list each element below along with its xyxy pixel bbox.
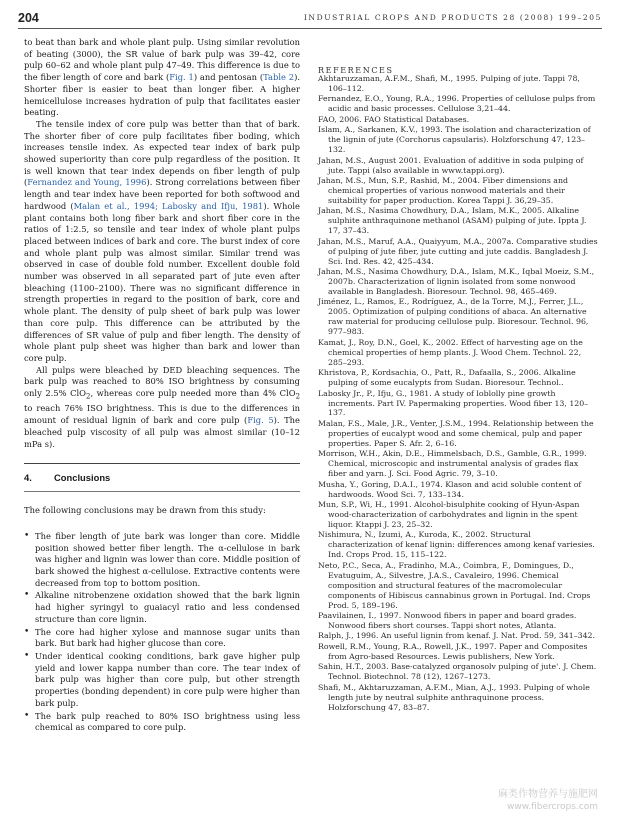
reference-item: Kamat, J., Roy, D.N., Goel, K., 2002. Effect of harvesting age on the chemical properties of hemp plants. J. Wood Chem. Technol. 22, 285–293. [318, 337, 583, 367]
body-paragraph: The tensile index of core pulp was better than that of bark. The shorter fiber of core pulp facilitates fiber boding, which increases tensile index. As expected tear index of bark pulp showed superiority than core pulp regardless of the position. It is well known that tear index depends on fiber length of pulp (Fernandez and Young, 1996). Strong correlations between fiber length and tear index have been reported for both softwood and hardwood (Malan et al., 1994; Labosky and Ifju, 1981). Whole plant contains both long fiber bark and short fiber core in the ratios of 1:2.5, so tensile and tear index of whole plant pulps placed between indices of bark and core. The burst index of core and whole plant pulp was almost similar. Similar trend was observed in case of double fold number. Excellent double fold number was observed in all separated part of jute even after bleaching (1100–2100). There was no significant difference in strength properties in regard to the position of bark, core and whole plant. The density of pulp sheet of bark pulp was lower than core pulp. This difference can be attributed by the differences of SR value of pulp and fiber length. The density of whole plant pulp sheet was higher than bark and lower than core pulp. [24, 118, 300, 363]
reference-item: Morrison, W.H., Akin, D.E., Himmelsbach, D.S., Gamble, G.R., 1999. Chemical, microscopic and instrumental analysis of grades flax fiber and yarn. J. Sci. Food Agric. 79, 3–10. [318, 449, 587, 479]
citation-link[interactable]: Fernandez and Young, 1996 [27, 177, 147, 188]
conclusion-item: • The bark pulp reached to 80% ISO brightness using less chemical as compared to core pulp. [24, 711, 300, 734]
section-heading: 4. Conclusions [24, 472, 111, 484]
reference-item: Nishimura, N., Izumi, A., Kuroda, K., 2002. Structural characterization of kenaf lignin: differences among kenaf variesies. Ind. Crops Prod. 15, 115–122. [318, 530, 595, 560]
reference-item: Ralph, J., 1996. An useful lignin from kenaf. J. Nat. Prod. 59, 341–342. [318, 631, 595, 641]
section-divider [24, 491, 300, 492]
reference-item: Akhtaruzzaman, A.F.M., Shafi, M., 1995. Pulping of jute. Tappi 78, 106–112. [318, 74, 580, 93]
reference-item: Malan, F.S., Male, J.R., Venter, J.S.M., 1994. Relationship between the properties of eucalypt wood and some chemical, pulp and paper properties. Paper S. Afr. 2, 6–16. [318, 418, 594, 448]
reference-item: Mun, S.P., Wi, H., 1991. Alcohol-bisulphite cooking of Hyun-Aspan wood-characterization of carbohydrates and lignin in the spent liquor. Ktappi J. 23, 25–32. [318, 500, 580, 529]
body-paragraph: All pulps were bleached by DED bleaching sequences. The bark pulp was reached to 80% ISO brightness by consuming only 2.5% ClO$_2$, whereas core pulp needed more than 4% ClO$_2$ to reach 76% ISO brightness. This is due to the differences in amount of residual lignin of bark and core pulp (Fig. 5). The bleached pulp viscosity of all pulp was almost similar (10–12 mPa s). [24, 364, 300, 449]
reference-item: Neto, P.C., Seca, A., Fradinho, M.A., Coimbra, F., Domingues, D., Evatuguim, A., Silvestre, J.A.S., Cavaleiro, 1996. Chemical composition and structural features of the macromolecular components of Hibiscus cannabinus grown in Portugal. Ind. Crops Prod. 5, 189–196. [318, 560, 591, 610]
reference-item: Jiménez, L., Ramos, E., Rodríguez, A., de la Torre, M.J., Ferrer, J.L., 2005. Optimization of pulping conditions of abaca. An alternative raw material for producing cellulose pulp. Bioresour. Technol. 96, 977–983. [318, 297, 589, 337]
conclusion-item: • The fiber length of jute bark was longer than core. Middle position showed better fiber length. The α-cellulose in bark was higher and lignin was lower than core. Middle position of bark showed the highest α-cellulose. Extractive contents were decreased from top to bottom position. [24, 531, 300, 590]
reference-item: Labosky Jr., P., Ifju, G., 1981. A study of loblolly pine growth increments. Part IV. Papermaking properties. Wood fiber 13, 120–137. [318, 388, 589, 418]
site-watermark: 麻类作物营养与施肥网 www.fibercrops.com [498, 789, 598, 812]
reference-item: Rowell, R.M., Young, R.A., Rowell, J.K., 1997. Paper and Composites from Agro-based Resources. Lewis publishers, New York. [318, 641, 588, 661]
reference-item: Shafi, M., Akhtaruzzaman, A.F.M., Mian, A.J., 1993. Pulping of whole length jute by neutral sulphite anthraquinone process. Holzforschung 47, 83–87. [318, 682, 590, 712]
left-column [24, 37, 300, 735]
body-paragraph: to beat than bark and whole plant pulp. Using similar revolution of beating (3000), the SR value of bark pulp was 39–42, core pulp 60–62 and whole plant pulp 47–49. This difference is due to the fiber length of core and bark (Fig. 1) and pentosan (Table 2). Shorter fiber is easier to beat than longer fiber. A higher hemicellulose increases hydration of pulp that facilitates easier beating. [24, 37, 300, 118]
reference-item: Jahan, M.S., Nasima Chowdhury, D.A., Islam, M.K., Iqbal Moeiz, S.M., 2007b. Characterization of lignin isolated from some nonwood available in Bangladesh. Bioresour. Technol. 98, 465–469. [318, 267, 595, 297]
reference-item: Islam, A., Sarkanen, K.V., 1993. The isolation and characterization of the lignin of jute (Corchorus capsularis). Holzforschung 47, 123–132. [318, 125, 591, 155]
reference-item: Khristova, P., Kordsachia, O., Patt, R., Dafaalla, S., 2006. Alkaline pulping of some eucalypts from Sudan. Bioresour. Technol.. [318, 368, 576, 388]
journal-citation: INDUSTRIAL CROPS AND PRODUCTS 28 (2008) 199–205 [303, 13, 602, 22]
references-heading: REFERENCES [318, 66, 394, 75]
conclusion-item: • The core had higher xylose and mannose sugar units than bark. But bark had higher glucose than core. [24, 627, 300, 650]
conclusions-list [24, 531, 300, 734]
reference-item: Sahin, H.T., 2003. Base-catalyzed organosolv pulping of jute'. J. Chem. Technol. Biotechnol. 78 (12), 1267–1273. [318, 662, 597, 682]
reference-item: Musha, Y., Goring, D.A.I., 1974. Klason and acid soluble content of hardwoods. Wood Sci. 7, 133–134. [318, 479, 582, 499]
conclusion-item: • Under identical cooking conditions, bark gave higher pulp yield and lower kappa number than core. The tear index of bark pulp was higher than core pulp, but other strength properties (bonding dependent) in core pulp were higher than bark pulp. [24, 651, 300, 710]
page-number: 204 [18, 11, 39, 25]
reference-item: Jahan, M.S., Mun, S.P., Rashid, M., 2004. Fiber dimensions and chemical properties of various nonwood materials and their suitability for paper production. Korea Tappi J. 36,29–35. [318, 176, 568, 205]
figure-link[interactable]: Fig. 5 [247, 415, 274, 426]
references-list [318, 74, 598, 713]
running-header [18, 8, 602, 30]
header-divider [18, 28, 602, 29]
conclusion-item: • Alkaline nitrobenzene oxidation showed that the bark lignin had higher syringyl to guaiacyl ratio and less condensed structure than core lignin. [24, 590, 300, 625]
reference-item: FAO, 2006. FAO Statistical Databases. [318, 114, 470, 124]
reference-item: Jahan, M.S., Maruf, A.A., Quaiyyum, M.A., 2007a. Comparative studies of pulping of jute fiber, jute cutting and jute caddis. Bangladesh J. Sci. Ind. Res. 42, 425–434. [318, 236, 598, 266]
reference-item: Paavilainen, I., 1997. Nonwood fibers in paper and board grades. Nonwood fibers short courses. Tappi short notes, Atlanta. [318, 611, 577, 630]
reference-item: Jahan, M.S., Nasima Chowdhury, D.A., Islam, M.K., 2005. Alkaline sulphite anthraquinone methanol (ASAM) pulping of jute. Ippta J. 17, 37–43. [318, 206, 587, 236]
reference-item: Jahan, M.S., August 2001. Evaluation of additive in soda pulping of jute. Tappi (also available in www.tappi.org). [318, 155, 584, 175]
reference-item: Fernandez, E.O., Young, R.A., 1996. Properties of cellulose pulps from acidic and basic processes. Cellulose 3,21–44. [318, 94, 596, 114]
citation-link[interactable]: Malan et al., 1994; Labosky and Ifju, 1981 [73, 200, 264, 211]
figure-link[interactable]: Fig. 1 [169, 72, 194, 83]
table-link[interactable]: Table 2 [263, 72, 295, 83]
conclusions-intro: The following conclusions may be drawn from this study: [24, 505, 266, 516]
section-divider [24, 463, 300, 464]
